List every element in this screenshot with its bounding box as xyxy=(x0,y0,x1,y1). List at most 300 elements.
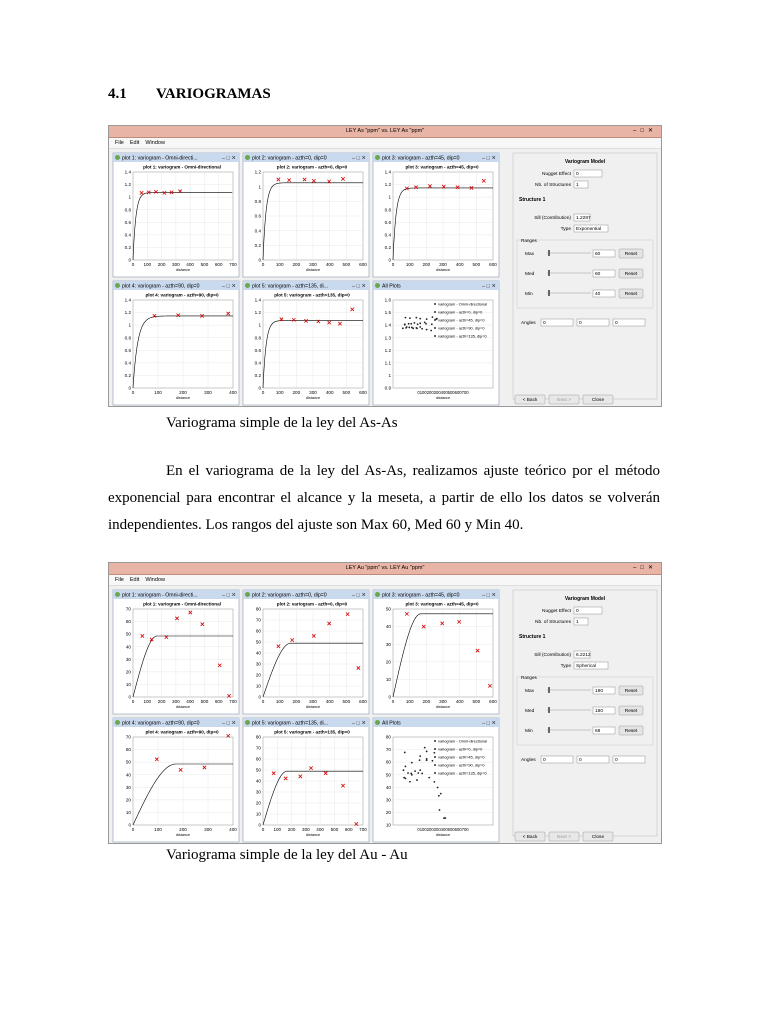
plot-window-6 xyxy=(373,281,499,405)
reset-max-label: Reset xyxy=(624,252,638,257)
all-plots-point xyxy=(411,762,413,764)
x-tick-label: 400 xyxy=(455,699,464,704)
y-tick-label: 0 xyxy=(258,257,261,263)
y-tick-label: 70 xyxy=(125,734,131,740)
plot-icon xyxy=(375,720,380,725)
plot-icon xyxy=(115,155,120,160)
plot-window-4 xyxy=(113,281,239,405)
y-tick-label: 1 xyxy=(258,184,261,190)
structure-type-value: Exponential xyxy=(576,227,602,233)
plot-header-title: plot 2: variogram - azth=0, dip=0 xyxy=(252,592,327,599)
x-axis-label: distance xyxy=(435,396,451,400)
y-tick-label: 1.5 xyxy=(384,310,391,316)
sill-contribution-label: Sill (Contribution) xyxy=(534,216,571,222)
range-max-label: Max xyxy=(525,689,535,694)
section-number: 4.1 xyxy=(108,86,127,102)
x-tick-label: 500 xyxy=(200,699,209,704)
plot-subtitle: plot 3: variogram - azth=45, dip=0 xyxy=(405,164,479,170)
x-axis-label: distance xyxy=(435,833,451,837)
x-tick-label: 100 xyxy=(405,262,414,267)
legend-marker xyxy=(434,335,436,337)
x-tick-label: 400 xyxy=(229,827,237,832)
range-min-label: Min xyxy=(525,729,533,734)
legend-entry: variogram - azth=45, dip=0 xyxy=(438,754,485,760)
plot-icon xyxy=(375,592,380,597)
y-tick-label: 0.2 xyxy=(254,242,261,248)
legend-entry: variogram - azth=45, dip=0 xyxy=(438,317,485,323)
y-tick-label: 0 xyxy=(128,257,131,263)
nb-structures-value: 1 xyxy=(576,620,579,626)
y-tick-label: 1.2 xyxy=(384,347,391,353)
dialog-button-label: < Back xyxy=(522,835,538,840)
all-plots-point xyxy=(404,323,406,325)
x-tick-label: 200 xyxy=(292,262,301,267)
section-heading xyxy=(108,86,271,103)
y-tick-label: 1.4 xyxy=(124,297,131,303)
window-titlebar xyxy=(109,563,661,575)
y-tick-label: 20 xyxy=(385,810,391,816)
plot-window-2 xyxy=(243,590,369,714)
sill-contribution-label: Sill (Contribution) xyxy=(534,653,571,659)
legend-marker xyxy=(434,764,436,766)
plot-header-title: All Plots xyxy=(382,283,401,290)
reset-med-label: Reset xyxy=(624,272,638,277)
legend-marker xyxy=(434,303,436,305)
x-tick-label: 500 xyxy=(472,699,481,704)
plot-window-controls: – □ ✕ xyxy=(481,155,496,162)
x-tick-label: 0100200300400500600700 xyxy=(417,390,469,395)
plot-header-title: plot 1: variogram - Omni-directi... xyxy=(122,592,198,599)
plot-subtitle: plot 4: variogram - azth=90, dip=0 xyxy=(145,729,219,735)
panel-title: Variogram Model xyxy=(564,159,606,165)
angle-value-1: 0 xyxy=(543,758,546,764)
nugget-effect-label: Nugget Effect xyxy=(542,172,571,178)
y-tick-label: 20 xyxy=(125,669,131,675)
plot-subtitle: plot 1: variogram - Omni-directional xyxy=(143,164,221,170)
range-med-value: 180 xyxy=(595,709,604,714)
plot-icon xyxy=(245,720,250,725)
x-tick-label: 600 xyxy=(359,390,367,395)
x-tick-label: 0 xyxy=(131,699,135,704)
plot-window-controls: – □ ✕ xyxy=(351,155,366,162)
x-tick-label: 100 xyxy=(154,390,162,395)
x-tick-label: 200 xyxy=(157,699,166,704)
plot-subtitle: plot 5: variogram - azth=135, dip=0 xyxy=(274,292,350,298)
plot-header-title: plot 4: variogram - azth=90, dip=0 xyxy=(122,720,200,727)
y-tick-label: 0.8 xyxy=(384,207,391,213)
y-tick-label: 1.6 xyxy=(384,297,391,303)
all-plots-point xyxy=(424,747,426,749)
y-tick-label: 10 xyxy=(125,810,131,816)
range-min-value: 68 xyxy=(595,729,601,734)
x-tick-label: 200 xyxy=(179,390,187,395)
plot-window-5 xyxy=(243,718,369,842)
x-axis-label: distance xyxy=(305,833,321,837)
plot-icon xyxy=(245,155,250,160)
x-tick-label: 0 xyxy=(391,699,395,704)
legend-marker xyxy=(434,756,436,758)
reset-min-label: Reset xyxy=(624,292,638,297)
plot-header-title: plot 1: variogram - Omni-directi... xyxy=(122,155,198,162)
nb-structures-value: 1 xyxy=(576,183,579,189)
range-min-value: 40 xyxy=(595,292,601,297)
angle-value-2: 0 xyxy=(579,758,582,764)
x-tick-label: 300 xyxy=(172,262,180,267)
y-tick-label: 0.9 xyxy=(384,385,391,391)
y-tick-label: 1.4 xyxy=(384,169,391,175)
all-plots-point xyxy=(416,327,418,329)
x-axis-label: distance xyxy=(175,833,191,837)
plot-window-6 xyxy=(373,718,499,842)
y-tick-label: 10 xyxy=(255,811,261,817)
x-tick-label: 600 xyxy=(359,699,367,704)
y-tick-label: 1.2 xyxy=(124,310,131,316)
x-tick-label: 700 xyxy=(229,699,237,704)
y-tick-label: 0.4 xyxy=(254,228,261,234)
plot-header-title: All Plots xyxy=(382,720,401,727)
x-tick-label: 400 xyxy=(229,390,237,395)
x-tick-label: 600 xyxy=(489,699,497,704)
x-tick-label: 100 xyxy=(405,699,414,704)
y-tick-label: 60 xyxy=(125,619,131,625)
y-tick-label: 60 xyxy=(255,628,261,634)
y-tick-label: 60 xyxy=(255,756,261,762)
angles-label: Angles xyxy=(521,758,536,763)
x-tick-label: 100 xyxy=(275,699,284,704)
all-plots-point xyxy=(406,326,408,328)
y-tick-label: 60 xyxy=(385,759,391,765)
plot-subtitle: plot 4: variogram - azth=90, dip=0 xyxy=(145,292,219,298)
all-plots-point xyxy=(421,773,423,775)
all-plots-point xyxy=(426,318,428,320)
angle-input-3 xyxy=(613,319,645,326)
y-tick-label: 80 xyxy=(255,734,261,740)
plot-window-1 xyxy=(113,153,239,277)
window-controls[interactable]: –□✕ xyxy=(633,128,657,134)
y-tick-label: 1.4 xyxy=(384,322,391,328)
x-tick-label: 500 xyxy=(330,827,339,832)
variogram-model-panel xyxy=(513,153,657,399)
legend-marker xyxy=(434,319,436,321)
dialog-button-label: Close xyxy=(591,835,605,840)
range-med-value: 60 xyxy=(595,272,601,277)
plot-icon xyxy=(245,283,250,288)
plot-window-controls: – □ ✕ xyxy=(481,592,496,599)
y-tick-label: 20 xyxy=(255,800,261,806)
legend-entry: variogram - azth=135, dip=0 xyxy=(438,770,487,776)
y-tick-label: 50 xyxy=(255,639,261,645)
y-tick-label: 40 xyxy=(385,784,391,790)
menu-item-window[interactable]: Window xyxy=(145,140,165,146)
window-controls[interactable]: –□✕ xyxy=(633,565,657,571)
x-tick-label: 0 xyxy=(131,262,135,267)
y-tick-label: 0.2 xyxy=(124,373,131,379)
x-tick-label: 300 xyxy=(309,699,317,704)
plot-header-title: plot 4: variogram - azth=90, dip=0 xyxy=(122,283,200,290)
legend-entry: variogram - azth=90, dip=0 xyxy=(438,325,485,331)
legend-entry: variogram - azth=135, dip=0 xyxy=(438,333,487,339)
reset-med-label: Reset xyxy=(624,709,638,714)
y-tick-label: 0.6 xyxy=(124,219,131,225)
x-tick-label: 0 xyxy=(131,390,135,395)
range-med-slider-handle xyxy=(548,270,550,276)
plot-window-controls: – □ ✕ xyxy=(221,155,236,162)
all-plots-point xyxy=(430,330,432,332)
all-plots-point xyxy=(425,323,427,325)
x-tick-label: 0 xyxy=(261,262,265,267)
x-tick-label: 400 xyxy=(325,390,334,395)
angles-label: Angles xyxy=(521,321,536,326)
dialog-button-label: Next > xyxy=(557,398,571,403)
all-plots-point xyxy=(417,323,419,325)
y-tick-label: 40 xyxy=(385,624,391,630)
y-tick-label: 20 xyxy=(385,659,391,665)
x-tick-label: 0 xyxy=(131,827,135,832)
all-plots-point xyxy=(419,769,421,771)
x-tick-label: 600 xyxy=(344,827,353,832)
plot-window-5 xyxy=(243,281,369,405)
plot-icon xyxy=(115,720,120,725)
all-plots-point xyxy=(433,781,435,783)
all-plots-point xyxy=(426,758,428,760)
plot-window-controls: – □ ✕ xyxy=(351,720,366,727)
x-tick-label: 500 xyxy=(200,262,209,267)
x-tick-label: 300 xyxy=(204,827,212,832)
menu-item-file[interactable]: File xyxy=(115,140,124,146)
y-tick-label: 1 xyxy=(128,194,131,200)
nugget-effect-value: 0 xyxy=(576,172,579,178)
all-plots-point xyxy=(405,766,407,768)
y-tick-label: 80 xyxy=(385,734,391,740)
plot-axes-box xyxy=(133,609,233,697)
x-tick-label: 0 xyxy=(261,390,265,395)
y-tick-label: 0 xyxy=(258,694,261,700)
y-tick-label: 60 xyxy=(125,747,131,753)
y-tick-label: 20 xyxy=(255,672,261,678)
y-tick-label: 20 xyxy=(125,797,131,803)
window-title: LEY As "ppm" vs. LEY As "ppm" xyxy=(345,128,425,134)
y-tick-label: 1.4 xyxy=(124,169,131,175)
nugget-effect-label: Nugget Effect xyxy=(542,609,571,615)
plot-window-controls: – □ ✕ xyxy=(221,283,236,290)
x-tick-label: 400 xyxy=(325,699,334,704)
y-tick-label: 1.2 xyxy=(124,182,131,188)
y-tick-label: 40 xyxy=(255,778,261,784)
x-tick-label: 0 xyxy=(261,827,265,832)
range-min-slider-handle xyxy=(548,727,550,733)
y-tick-label: 1.1 xyxy=(384,360,391,366)
y-tick-label: 50 xyxy=(385,606,391,612)
reset-min-label: Reset xyxy=(624,729,638,734)
y-tick-label: 0 xyxy=(128,822,131,828)
ranges-label: Ranges xyxy=(521,675,537,680)
range-min-slider-handle xyxy=(548,290,550,296)
y-tick-label: 1.2 xyxy=(254,169,261,175)
range-max-value: 180 xyxy=(595,689,604,694)
x-tick-label: 300 xyxy=(302,827,310,832)
x-tick-label: 600 xyxy=(489,262,497,267)
legend-marker xyxy=(434,740,436,742)
plot-window-3 xyxy=(373,590,499,714)
angle-input-1 xyxy=(541,319,573,326)
all-plots-point xyxy=(419,759,421,761)
dialog-button-label: Next > xyxy=(557,835,571,840)
all-plots-point xyxy=(411,327,413,329)
angle-value-2: 0 xyxy=(579,321,582,327)
all-plots-point xyxy=(443,817,445,819)
plot-icon xyxy=(115,592,120,597)
plot-header-title: plot 3: variogram - azth=45, dip=0 xyxy=(382,155,460,162)
legend-entry: variogram - azth=0, dip=0 xyxy=(438,746,483,752)
plot-window-controls: – □ ✕ xyxy=(351,283,366,290)
x-tick-label: 100 xyxy=(275,390,284,395)
menu-item-file[interactable]: File xyxy=(115,577,124,583)
menu-bar xyxy=(109,575,661,586)
structure-type-label: Type xyxy=(560,664,571,670)
plot-icon xyxy=(115,283,120,288)
structure-title: Structure 1 xyxy=(519,197,546,203)
x-tick-label: 700 xyxy=(359,827,367,832)
all-plots-point xyxy=(415,317,417,319)
plot-subtitle: plot 5: variogram - azth=135, dip=0 xyxy=(274,729,350,735)
sill-contribution-value: 6.2212 xyxy=(576,653,591,659)
x-axis-label: distance xyxy=(305,705,321,709)
range-med-label: Med xyxy=(525,272,535,277)
y-tick-label: 50 xyxy=(125,631,131,637)
plot-subtitle: plot 3: variogram - azth=45, dip=0 xyxy=(405,601,479,607)
menu-bar xyxy=(109,138,661,149)
plot-header-title: plot 5: variogram - azth=135, di... xyxy=(252,720,328,727)
legend-marker xyxy=(434,311,436,313)
caption-as: Variograma simple de la ley del As-As xyxy=(166,415,398,431)
x-tick-label: 100 xyxy=(154,827,162,832)
x-tick-label: 100 xyxy=(273,827,282,832)
x-tick-label: 500 xyxy=(342,262,351,267)
structure-type-value: Spherical xyxy=(576,664,596,670)
plot-window-controls: – □ ✕ xyxy=(481,283,496,290)
range-max-slider-handle xyxy=(548,250,550,256)
y-tick-label: 30 xyxy=(125,784,131,790)
y-tick-label: 50 xyxy=(255,767,261,773)
x-tick-label: 500 xyxy=(342,699,351,704)
y-tick-label: 0 xyxy=(388,694,391,700)
x-tick-label: 700 xyxy=(229,262,237,267)
all-plots-point xyxy=(409,317,411,319)
y-tick-label: 1.4 xyxy=(254,297,261,303)
all-plots-point xyxy=(403,777,405,779)
x-tick-label: 400 xyxy=(186,262,194,267)
y-tick-label: 0.6 xyxy=(254,213,261,219)
y-tick-label: 1 xyxy=(388,373,391,379)
y-tick-label: 10 xyxy=(125,682,131,688)
all-plots-point xyxy=(424,321,426,323)
y-tick-label: 30 xyxy=(255,789,261,795)
x-axis-label: distance xyxy=(175,705,191,709)
window-title: LEY Au "ppm" vs. LEY Au "ppm" xyxy=(345,565,425,571)
y-tick-label: 0 xyxy=(388,257,391,263)
plot-window-controls: – □ ✕ xyxy=(351,592,366,599)
angle-input-1 xyxy=(541,756,573,763)
plot-subtitle: plot 2: variogram - azth=0, dip=0 xyxy=(276,164,348,170)
x-tick-label: 300 xyxy=(309,390,317,395)
all-plots-point xyxy=(407,772,409,774)
x-axis-label: distance xyxy=(305,268,321,272)
y-tick-label: 10 xyxy=(385,677,391,682)
legend-marker xyxy=(434,748,436,750)
plot-window-controls: – □ ✕ xyxy=(481,720,496,727)
y-tick-label: 70 xyxy=(255,745,261,751)
x-tick-label: 600 xyxy=(214,699,223,704)
x-axis-label: distance xyxy=(305,396,321,400)
y-tick-label: 1 xyxy=(388,194,391,200)
plot-header-title: plot 5: variogram - azth=135, di... xyxy=(252,283,328,290)
all-plots-point xyxy=(432,316,434,318)
screenshot-au xyxy=(108,562,662,844)
y-tick-label: 1.2 xyxy=(254,310,261,316)
x-tick-label: 600 xyxy=(359,262,367,267)
all-plots-point xyxy=(437,787,439,789)
y-tick-label: 40 xyxy=(255,650,261,656)
all-plots-point xyxy=(408,327,410,329)
all-plots-point xyxy=(428,777,430,779)
x-axis-label: distance xyxy=(175,268,191,272)
x-tick-label: 200 xyxy=(422,262,431,267)
y-tick-label: 70 xyxy=(255,617,261,623)
y-tick-label: 70 xyxy=(125,606,131,612)
all-plots-point xyxy=(405,317,407,319)
y-tick-label: 0 xyxy=(128,385,131,391)
legend-entry: variogram - Omni-directional xyxy=(438,301,488,307)
panel-title: Variogram Model xyxy=(564,596,606,602)
angle-input-2 xyxy=(577,756,609,763)
y-tick-label: 30 xyxy=(125,656,131,662)
all-plots-point xyxy=(419,322,421,324)
menu-item-edit[interactable]: Edit xyxy=(129,140,140,146)
all-plots-point xyxy=(403,769,405,771)
all-plots-point xyxy=(439,809,441,811)
y-tick-label: 80 xyxy=(255,606,261,612)
x-tick-label: 300 xyxy=(439,699,447,704)
structure-title: Structure 1 xyxy=(519,634,546,640)
y-tick-label: 50 xyxy=(125,759,131,765)
all-plots-point xyxy=(440,793,442,795)
y-tick-label: 50 xyxy=(385,772,391,778)
plot-window-4 xyxy=(113,718,239,842)
x-tick-label: 0 xyxy=(391,262,395,267)
menu-item-window[interactable]: Window xyxy=(145,577,165,583)
all-plots-point xyxy=(404,752,406,754)
y-tick-label: 0 xyxy=(258,385,261,391)
body-paragraph xyxy=(108,458,660,539)
legend-marker xyxy=(434,772,436,774)
y-tick-label: 0.2 xyxy=(384,245,391,251)
y-tick-label: 0.8 xyxy=(254,335,261,341)
y-tick-label: 70 xyxy=(385,747,391,753)
y-tick-label: 10 xyxy=(385,822,391,828)
angle-value-3: 0 xyxy=(615,758,618,764)
variogram-model-panel xyxy=(513,590,657,836)
plot-window-2 xyxy=(243,153,369,277)
y-tick-label: 30 xyxy=(385,641,391,647)
all-plots-point xyxy=(416,779,418,781)
menu-item-edit[interactable]: Edit xyxy=(129,577,140,583)
ranges-label: Ranges xyxy=(521,238,537,243)
x-tick-label: 200 xyxy=(157,262,166,267)
all-plots-point xyxy=(419,326,421,328)
x-tick-label: 200 xyxy=(422,699,431,704)
angle-value-1: 0 xyxy=(543,321,546,327)
x-axis-label: distance xyxy=(435,268,451,272)
